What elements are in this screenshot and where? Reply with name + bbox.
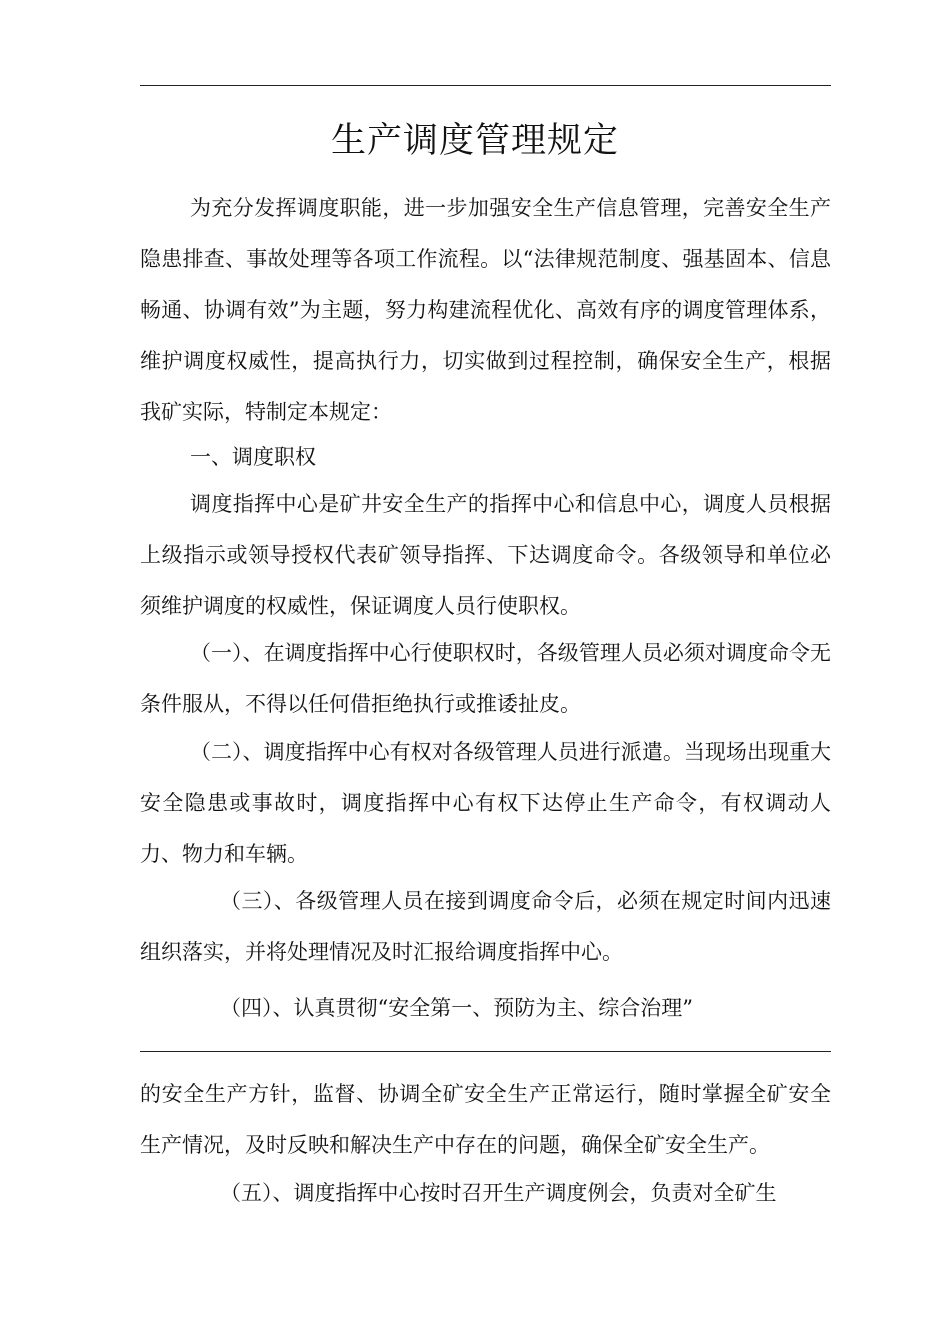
section-body-paragraph: 调度指挥中心是矿井安全生产的指挥中心和信息中心，调度人员根据上级指示或领导授权代表矿领导指挥、下达调度命令。各级领导和单位必须维护调度的权威性，保证调度人员行使职权。 xyxy=(140,492,831,618)
intro-paragraph: 为充分发挥调度职能，进一步加强安全生产信息管理，完善安全生产隐患排查、事故处理等各项工作流程。以“法律规范制度、强基固本、信息畅通、协调有效”为主题，努力构建流程优化、高效有序的调度管理体系，维护调度权威性，提高执行力，切实做到过程控制，确保安全生产，根据我矿实际，特制定本规定： xyxy=(140,196,831,424)
document-title: 生产调度管理规定 xyxy=(330,121,619,161)
section-heading: 一、调度职权 xyxy=(190,445,316,469)
header-rule xyxy=(140,85,831,86)
clause-item-4-continued: 的安全生产方针，监督、协调全矿安全生产正常运行，随时掌握全矿安全生产情况，及时反映和解决生产中存在的问题，确保全矿安全生产。 xyxy=(140,1082,831,1157)
clause-item-4-start: （四）、认真贯彻“安全第一、预防为主、综合治理” xyxy=(220,996,693,1020)
clause-item-5-start: （五）、调度指挥中心按时召开生产调度例会，负责对全矿生 xyxy=(220,1181,777,1205)
clause-item-3: （三）、各级管理人员在接到调度命令后，必须在规定时间内迅速组织落实，并将处理情况及时汇报给调度指挥中心。 xyxy=(140,889,831,964)
clause-item-1: （一）、在调度指挥中心行使职权时，各级管理人员必须对调度命令无条件服从，不得以任何借拒绝执行或推诿扯皮。 xyxy=(140,641,831,716)
clause-item-2: （二）、调度指挥中心有权对各级管理人员进行派遣。当现场出现重大安全隐患或事故时，调度指挥中心有权下达停止生产命令，有权调动人力、物力和车辆。 xyxy=(140,740,831,866)
page-break-rule xyxy=(140,1051,831,1052)
